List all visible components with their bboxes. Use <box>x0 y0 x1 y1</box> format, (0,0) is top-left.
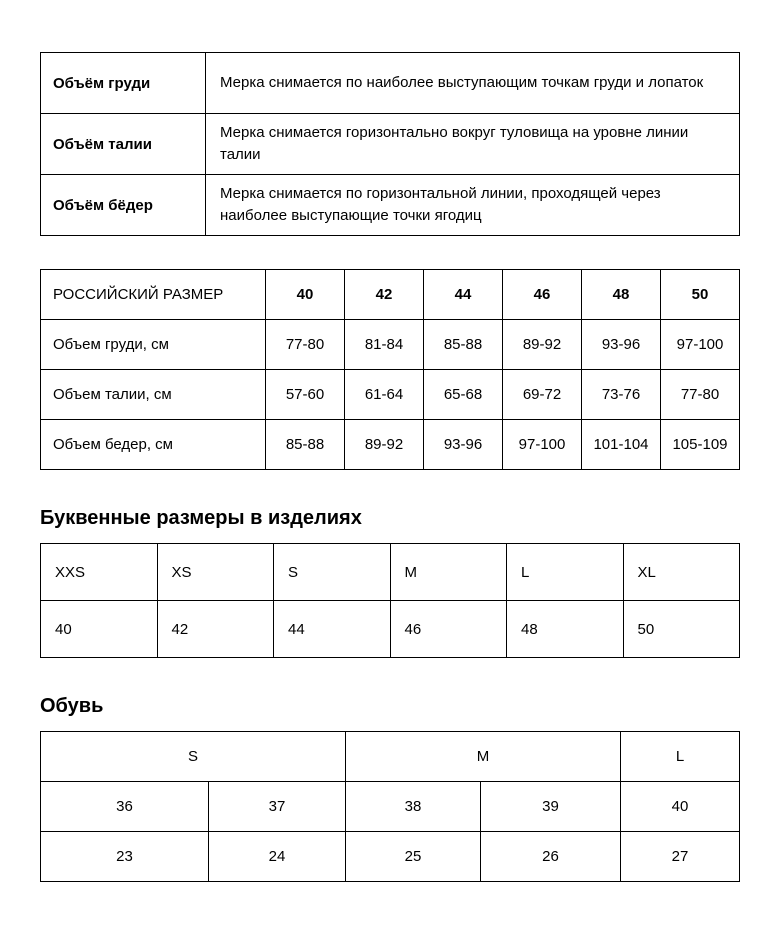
size-header-cell: 40 <box>266 270 345 320</box>
table-header-row <box>41 732 740 782</box>
size-header-cell: 44 <box>424 270 503 320</box>
measure-label: Объём талии <box>41 114 206 175</box>
letter-number-cell: 46 <box>390 601 507 658</box>
size-value-cell: 85-88 <box>266 420 345 470</box>
letter-number-cell: 40 <box>41 601 158 658</box>
shoe-eu-size-cell: 39 <box>481 782 621 832</box>
letter-number-cell: 48 <box>507 601 624 658</box>
shoe-cm-size-cell: 24 <box>209 832 346 882</box>
table-row <box>41 114 740 175</box>
russian-size-table <box>40 269 740 470</box>
shoe-group-header: S <box>41 732 346 782</box>
table-row <box>41 175 740 236</box>
size-header-cell: 42 <box>345 270 424 320</box>
size-value-cell: 89-92 <box>503 320 582 370</box>
shoe-cm-size-cell: 23 <box>41 832 209 882</box>
size-header-cell: 50 <box>661 270 740 320</box>
letter-size-cell: XXS <box>41 544 158 601</box>
size-value-cell: 101-104 <box>582 420 661 470</box>
size-value-cell: 105-109 <box>661 420 740 470</box>
measure-desc: Мерка снимается по горизонтальной линии, проходящей через наиболее выступающие точки ягодиц <box>206 175 740 236</box>
table-row <box>41 782 740 832</box>
table-row <box>41 370 740 420</box>
shoe-cm-size-cell: 26 <box>481 832 621 882</box>
letter-size-cell: XS <box>157 544 274 601</box>
table-header-row <box>41 270 740 320</box>
size-value-cell: 65-68 <box>424 370 503 420</box>
shoe-eu-size-cell: 37 <box>209 782 346 832</box>
measure-desc: Мерка снимается горизонтально вокруг туловища на уровне линии талии <box>206 114 740 175</box>
table-row <box>41 320 740 370</box>
shoe-group-header: L <box>621 732 740 782</box>
letter-size-cell: S <box>274 544 391 601</box>
table-row <box>41 420 740 470</box>
size-header-cell: 46 <box>503 270 582 320</box>
size-value-cell: 93-96 <box>424 420 503 470</box>
shoe-eu-size-cell: 36 <box>41 782 209 832</box>
letter-number-cell: 42 <box>157 601 274 658</box>
shoe-group-header: M <box>346 732 621 782</box>
size-value-cell: 57-60 <box>266 370 345 420</box>
size-header-cell: 48 <box>582 270 661 320</box>
size-value-cell: 97-100 <box>503 420 582 470</box>
measure-label: Объём груди <box>41 53 206 114</box>
table-row <box>41 832 740 882</box>
measure-desc: Мерка снимается по наиболее выступающим точкам груди и лопаток <box>206 53 740 114</box>
size-value-cell: 93-96 <box>582 320 661 370</box>
russian-size-header: РОССИЙСКИЙ РАЗМЕР <box>41 270 266 320</box>
shoe-cm-size-cell: 27 <box>621 832 740 882</box>
table-row <box>41 601 740 658</box>
size-value-cell: 89-92 <box>345 420 424 470</box>
letter-size-cell: XL <box>623 544 740 601</box>
size-row-label: Объем бедер, см <box>41 420 266 470</box>
shoe-eu-size-cell: 40 <box>621 782 740 832</box>
size-row-label: Объем талии, см <box>41 370 266 420</box>
letter-number-cell: 44 <box>274 601 391 658</box>
size-value-cell: 77-80 <box>661 370 740 420</box>
section-title-shoes: Обувь <box>40 695 104 717</box>
size-row-label: Объем груди, см <box>41 320 266 370</box>
size-value-cell: 85-88 <box>424 320 503 370</box>
section-title-letter-sizes: Буквенные размеры в изделиях <box>40 507 362 529</box>
shoe-size-table <box>40 731 740 882</box>
size-value-cell: 77-80 <box>266 320 345 370</box>
table-row <box>41 53 740 114</box>
measure-label: Объём бёдер <box>41 175 206 236</box>
shoe-cm-size-cell: 25 <box>346 832 481 882</box>
letter-size-cell: L <box>507 544 624 601</box>
size-value-cell: 97-100 <box>661 320 740 370</box>
measurements-table <box>40 52 740 236</box>
size-value-cell: 69-72 <box>503 370 582 420</box>
size-value-cell: 73-76 <box>582 370 661 420</box>
size-value-cell: 81-84 <box>345 320 424 370</box>
letter-number-cell: 50 <box>623 601 740 658</box>
letter-size-cell: M <box>390 544 507 601</box>
table-header-row <box>41 544 740 601</box>
shoe-eu-size-cell: 38 <box>346 782 481 832</box>
letter-size-table <box>40 543 740 658</box>
size-value-cell: 61-64 <box>345 370 424 420</box>
